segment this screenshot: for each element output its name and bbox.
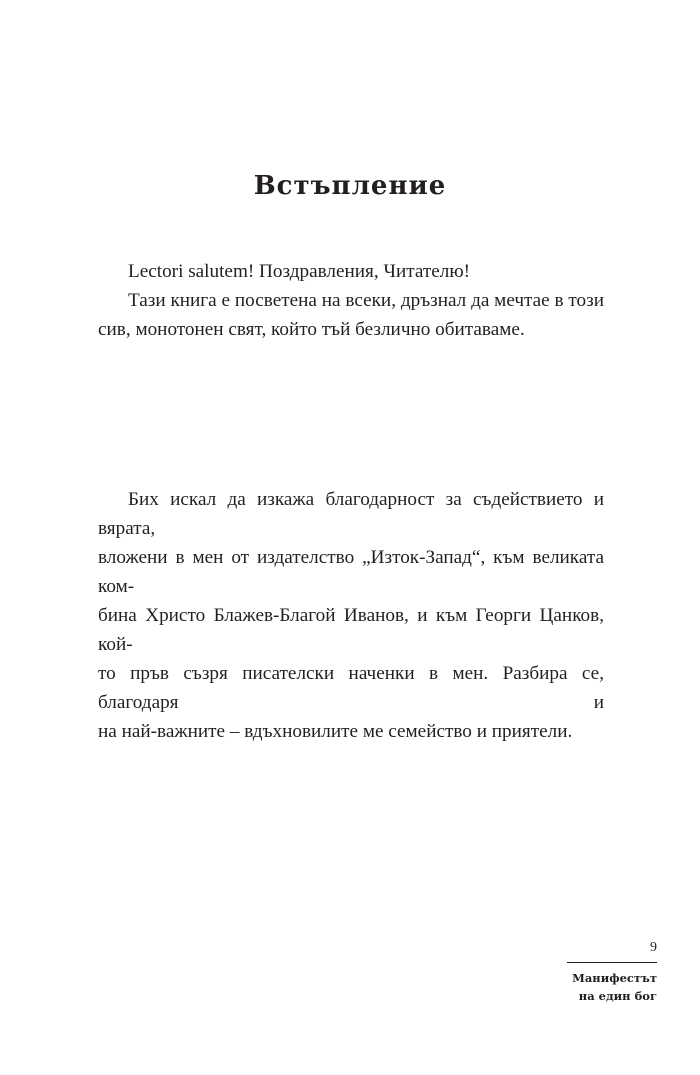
acknowledgement-line-4: то пръв съзря писателски наченки в мен. Разбира се, благодаря и — [98, 663, 604, 713]
dedication-line-1: Тази книга е посветена на всеки, дръзнал да мечтае в този — [128, 290, 604, 311]
dedication-line-2: сив, монотонен свят, който тъй безлично обитаваме. — [98, 319, 525, 340]
chapter-title: Встъпление — [253, 171, 447, 201]
acknowledgement-line-2: вложени в мен от издателство „Изток-Запад“, към великата ком- — [98, 547, 604, 597]
page-number: 9 — [650, 940, 657, 955]
book-title-line-2: на един бог — [578, 989, 657, 1003]
book-title-line-1: Манифестът — [572, 971, 657, 985]
intro-section — [98, 257, 604, 344]
running-footer-book-title — [567, 962, 657, 1005]
greeting-line: Lectori salutem! Поздравления, Читателю! — [128, 261, 471, 282]
acknowledgement-line-1: Бих искал да изкажа благодарност за съдействието и вярата, — [98, 489, 604, 539]
acknowledgements-section — [98, 485, 604, 746]
acknowledgement-line-3: бина Христо Блажев-Благой Иванов, и към Георги Цанков, кой- — [98, 605, 604, 655]
acknowledgement-line-5: на най-важните – вдъхновилите ме семейство и приятели. — [98, 721, 573, 742]
